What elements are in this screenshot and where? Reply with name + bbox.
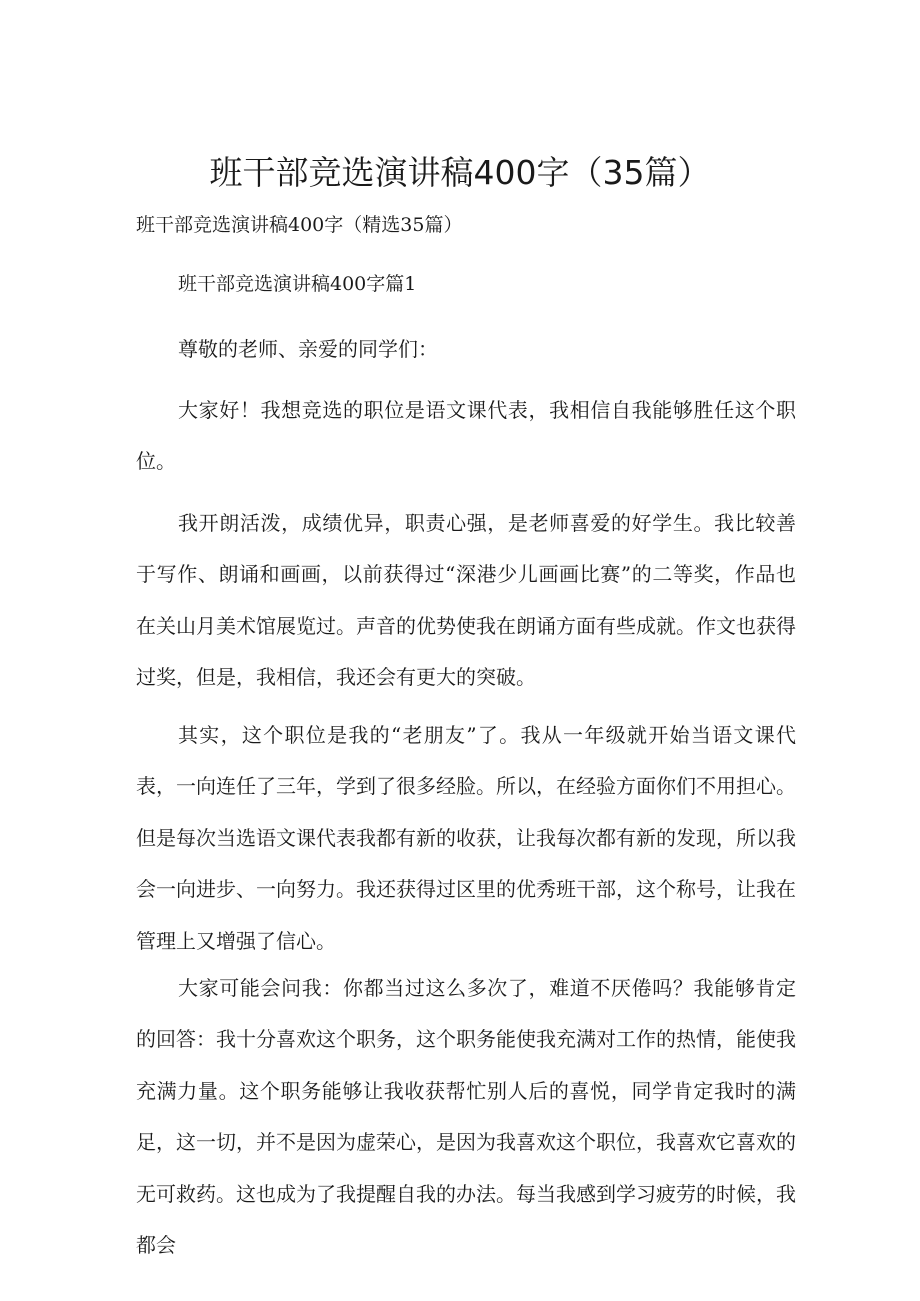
body-paragraph: 大家好！我想竞选的职位是语文课代表，我相信自我能够胜任这个职位。 (136, 398, 796, 474)
section-title: 班干部竞选演讲稿400字篇1 (178, 273, 417, 295)
body-paragraph: 大家可能会问我：你都当过这么多次了，难道不厌倦吗？我能够肯定的回答：我十分喜欢这个职务，这个职务能使我充满对工作的热情，能使我充满力量。这个职务能够让我收获帮忙别人后的喜悦，同学肯定我时的满足，这一切，并不是因为虚荣心，是因为我喜欢这个职位，我喜欢它喜欢的无可救药。这也成为了我提醒自我的办法。每当我感到学习疲劳的时候，我都会 (136, 976, 796, 1258)
greeting-paragraph: 尊敬的老师、亲爱的同学们： (178, 337, 438, 361)
document-title: 班干部竞选演讲稿400字（35篇） (209, 153, 711, 192)
body-paragraph: 我开朗活泼，成绩优异，职责心强，是老师喜爱的好学生。我比较善于写作、朗诵和画画，以前获得过“深港少儿画画比赛”的二等奖，作品也在关山月美术馆展览过。声音的优势使我在朗诵方面有些成就。作文也获得过奖，但是，我相信，我还会有更大的突破。 (136, 511, 796, 690)
body-paragraph: 其实，这个职位是我的“老朋友”了。我从一年级就开始当语文课代表，一向连任了三年，学到了很多经脸。所以，在经验方面你们不用担心。但是每次当选语文课代表我都有新的收获，让我每次都有新的发现，所以我会一向进步、一向努力。我还获得过区里的优秀班干部，这个称号，让我在管理上又增强了信心。 (136, 723, 796, 953)
document-subtitle: 班干部竞选演讲稿400字（精选35篇） (136, 214, 463, 236)
